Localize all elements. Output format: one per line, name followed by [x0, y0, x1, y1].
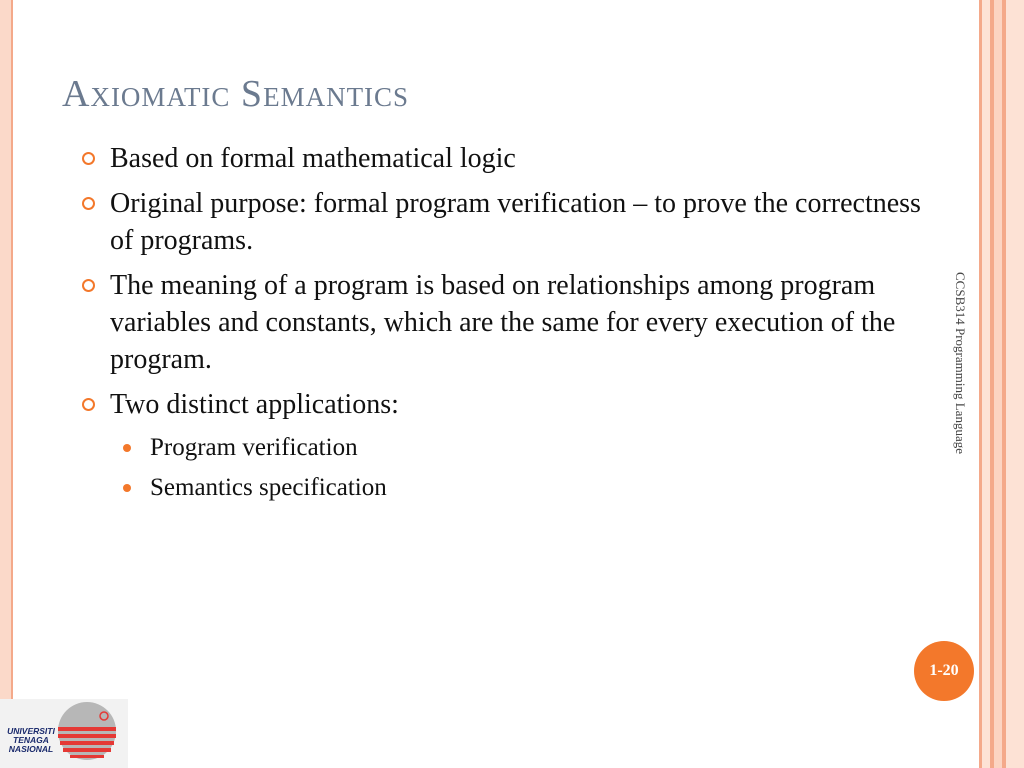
bullet-item: [80, 267, 930, 378]
left-decorative-stripe: [0, 0, 13, 768]
bullet-text: The meaning of a program is based on relationships among program variables and constants, which are the same for every execution of the program.: [110, 270, 896, 375]
bullet-circle-icon: [82, 152, 95, 165]
slide-content: [80, 140, 930, 511]
bullet-circle-icon: [82, 398, 95, 411]
logo-text: UNIVERSITI TENAGA NASIONAL: [7, 726, 55, 754]
sub-bullet-text: Program verification: [150, 434, 358, 461]
sub-bullet-item: [80, 431, 930, 464]
sub-bullet-text: Semantics specification: [150, 474, 387, 501]
slide-title: Axiomatic Semantics: [62, 73, 410, 115]
bullet-text: Based on formal mathematical logic: [110, 143, 516, 174]
university-logo: [0, 699, 128, 768]
sub-bullet-dot-icon: [123, 444, 131, 452]
bullet-text: Two distinct applications:: [110, 389, 399, 420]
sub-bullet-dot-icon: [123, 484, 131, 492]
page-number-badge: 1-20: [914, 641, 974, 701]
right-decorative-stripe: [994, 0, 1002, 768]
bullet-circle-icon: [82, 279, 95, 292]
sub-bullet-item: [80, 471, 930, 504]
course-footer-text: CCSB314 Programming Language: [953, 272, 968, 454]
right-decorative-stripe: [1006, 0, 1024, 768]
bullet-item: [80, 386, 930, 423]
bullet-item: [80, 185, 930, 259]
right-decorative-stripe: [982, 0, 990, 768]
bullet-circle-icon: [82, 197, 95, 210]
bullet-text: Original purpose: formal program verification – to prove the correctness of programs.: [110, 188, 921, 256]
bullet-item: [80, 140, 930, 177]
